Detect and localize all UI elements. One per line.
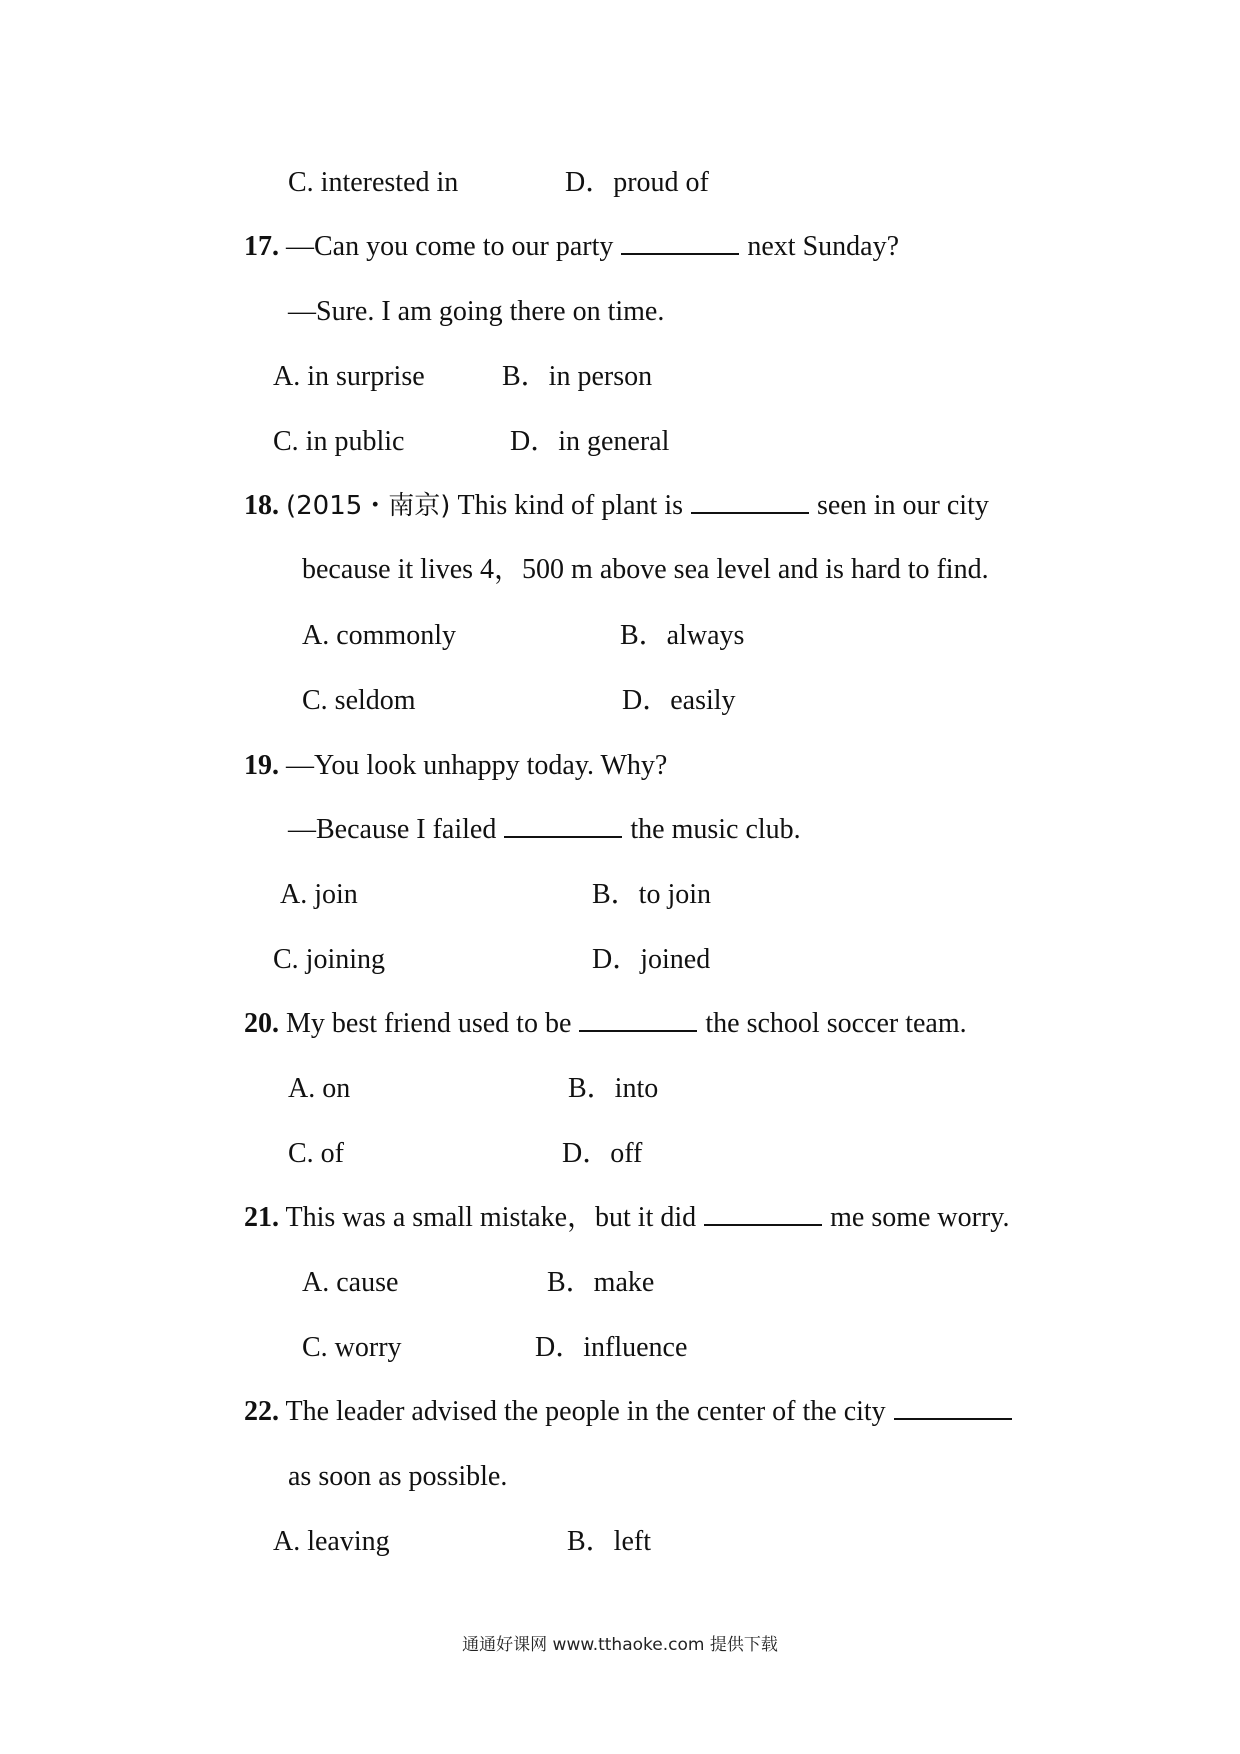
- q22-stem: [244, 1395, 1020, 1429]
- q20-option-d: D．off: [562, 1138, 643, 1169]
- q18-stem-continued: because it lives 4，500 m above sea level and is hard to find.: [302, 554, 989, 585]
- q21-option-a: A. cause: [302, 1267, 399, 1298]
- q17-stem: [244, 230, 899, 264]
- question-number: 19.: [244, 750, 279, 781]
- q18-stem-text-b: seen in our city: [817, 490, 989, 521]
- question-number: 18.: [244, 490, 279, 521]
- q19-option-d: D．joined: [592, 944, 711, 975]
- q17-stem-text-b: next Sunday?: [747, 231, 900, 262]
- q21-stem-text-b: me some worry.: [830, 1202, 1010, 1233]
- q20-option-c: C. of: [288, 1138, 344, 1169]
- answer-blank: [704, 1202, 822, 1226]
- q22-option-a: A. leaving: [273, 1526, 390, 1557]
- q18-option-d: D．easily: [622, 685, 736, 716]
- answer-blank: [504, 814, 622, 838]
- q17-reply: —Sure. I am going there on time.: [288, 296, 665, 327]
- q18-option-c: C. seldom: [302, 685, 416, 716]
- q18-option-a: A. commonly: [302, 620, 456, 651]
- q20-stem-text-a: My best friend used to be: [286, 1008, 572, 1039]
- q20-stem-text-b: the school soccer team.: [705, 1008, 967, 1039]
- q17-option-b: B．in person: [502, 361, 653, 392]
- answer-blank: [579, 1008, 697, 1032]
- q19-stem: [244, 749, 667, 783]
- question-number: 20.: [244, 1008, 279, 1039]
- q18-stem: [244, 489, 989, 523]
- q17-stem-text-a: —Can you come to our party: [286, 231, 614, 262]
- q22-stem-continued: as soon as possible.: [288, 1461, 508, 1492]
- q21-stem: [244, 1201, 1010, 1235]
- q16-option-d: D．proud of: [565, 167, 709, 198]
- q19-stem-text: —You look unhappy today. Why?: [286, 750, 668, 781]
- question-number: 17.: [244, 231, 279, 262]
- q22-stem-text-a: The leader advised the people in the center of the city: [285, 1396, 886, 1427]
- q19-reply: [288, 813, 801, 847]
- q20-option-a: A. on: [288, 1073, 351, 1104]
- q18-option-b: B．always: [620, 620, 745, 651]
- q18-stem-text-a: This kind of plant is: [457, 490, 684, 521]
- q17-option-a: A. in surprise: [273, 361, 425, 392]
- q20-stem: [244, 1007, 967, 1041]
- answer-blank: [621, 231, 739, 255]
- question-number: 21.: [244, 1202, 279, 1233]
- answer-blank: [691, 490, 809, 514]
- answer-blank: [894, 1396, 1012, 1420]
- q21-stem-text-a: This was a small mistake，but it did: [285, 1202, 697, 1233]
- q20-option-b: B．into: [568, 1073, 659, 1104]
- q19-reply-text-b: the music club.: [630, 814, 801, 845]
- q21-option-c: C. worry: [302, 1332, 402, 1363]
- q19-option-c: C. joining: [273, 944, 386, 975]
- q17-option-d: D．in general: [510, 426, 670, 457]
- q16-option-c: C. interested in: [288, 167, 459, 198]
- download-footer: 通通好课网 www.tthaoke.com 提供下载: [462, 1635, 778, 1655]
- q19-option-b: B．to join: [592, 879, 712, 910]
- q22-option-b: B．left: [567, 1526, 651, 1557]
- q19-reply-text-a: —Because I failed: [288, 814, 497, 845]
- source-tag: (2015・南京): [286, 491, 451, 521]
- q21-option-d: D．influence: [535, 1332, 688, 1363]
- question-number: 22.: [244, 1396, 279, 1427]
- q21-option-b: B．make: [547, 1267, 655, 1298]
- q17-option-c: C. in public: [273, 426, 405, 457]
- q19-option-a: A. join: [280, 879, 358, 910]
